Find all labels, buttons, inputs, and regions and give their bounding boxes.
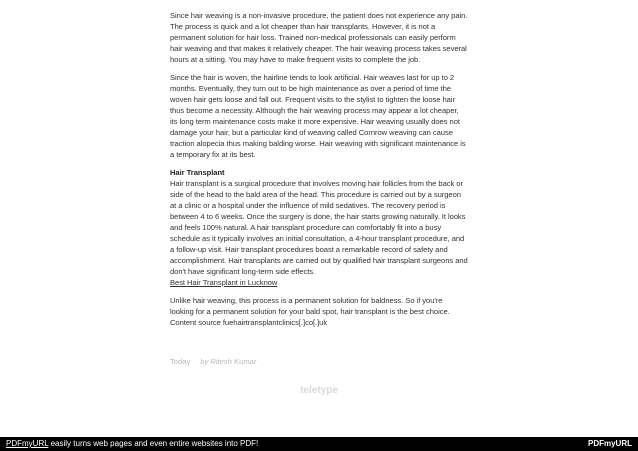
best-hair-transplant-link[interactable]: Best Hair Transplant in Lucknow: [170, 278, 278, 287]
teletype-brand[interactable]: teletype: [300, 385, 338, 396]
section-hair-transplant: [170, 167, 468, 288]
article-body: [170, 10, 468, 335]
pdfmyurl-logo[interactable]: PDFmyURL: [587, 439, 632, 448]
section-heading: Hair Transplant: [170, 168, 225, 177]
paragraph-hair-weaving-drawbacks: Since the hair is woven, the hairline tends to look artificial. Hair weaves last for up to 2 months. Eventually, they turn out to be high maintenance as over a period of time the woven hair gets loose and fall out. Frequent visits to the stylist to tighten the loose hair thus become a necessity. Although the hair weaving process may appear a lot cheaper, its long term maintenance costs make it more expensive. Hair weaving usually does not damage your hair, but a particular kind of weaving called Cornrow weaving can cause traction alopecia thus making balding worse. Hair weaving with significant maintenance is a temporary fix at its best.: [170, 73, 466, 159]
footer-message: [6, 437, 258, 451]
paragraph-conclusion: Unlike hair weaving, this process is a permanent solution for baldness. So if you're looking for a permanent solution for your bald spot, hair transplant is the best choice. Content source fuehairtransplantclinics[.]co[.]uk: [170, 296, 450, 327]
pdfmyurl-link[interactable]: PDFmyURL: [6, 439, 49, 448]
pdfmyurl-footer-bar: [0, 437, 638, 451]
post-author: by Ritesh Kumar: [200, 357, 257, 366]
footer-message-text: easily turns web pages and even entire websites into PDF!: [48, 439, 259, 448]
paragraph-hair-weaving-intro: Since hair weaving is a non-invasive procedure, the patient does not experience any pain. The process is quick and a lot cheaper than hair transplants. However, it is not a permanent solution for hair loss. Trained non-medical professionals can easily perform hair weaving and that makes it relatively cheaper. The hair weaving process takes several hours at a sitting. You may have to make frequent visits to complete the job.: [170, 11, 468, 64]
post-date: Today: [170, 357, 191, 366]
paragraph-hair-transplant: Hair transplant is a surgical procedure that involves moving hair follicles from the back or side of the head to the bald area of the head. This procedure is carried out by a surgeon at a clinic or a hospital under the influence of mild sedatives. The recovery period is between 4 to 6 weeks. Once the surgery is done, the hair starts growing naturally. It looks and feels 100% natural. A hair transplant procedure can comfortably fit into a busy schedule as it typically involves an initial consultation, a 4-hour transplant procedure, and a follow-up visit. Hair transplant procedures boast a remarkable record of safety and accomplishment. Hair transplants are carried out by qualified hair transplant surgeons and don't have significant long-term side effects.: [170, 179, 468, 276]
post-meta: [170, 357, 256, 366]
